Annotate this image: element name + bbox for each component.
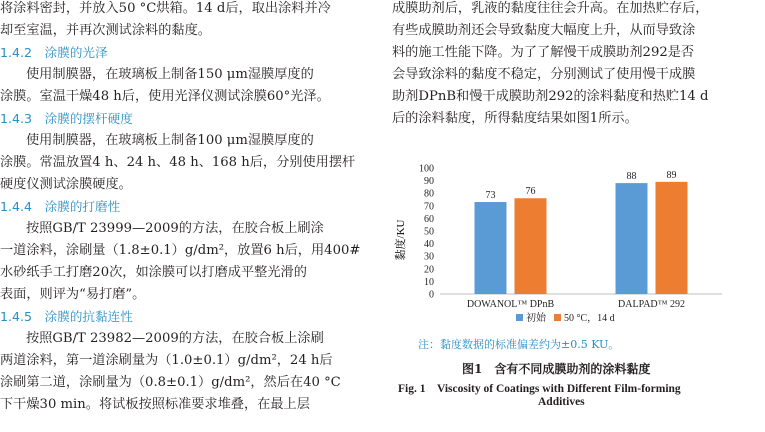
bar-value-label: 76: [525, 186, 536, 198]
text-line: 将涂料密封，并放入50 °C烘箱。14 d后，取出涂料并冷: [0, 1, 331, 16]
figure-caption-cn: 图1 含有不同成膜助剂的涂料黏度: [462, 362, 651, 376]
bar: [616, 183, 648, 294]
bar: [515, 198, 547, 294]
text-line: 会导致涂料的黏度不稳定，分别测试了使用慢干成膜: [392, 67, 696, 82]
text-line: 有些成膜助剂还会导致黏度大幅度上升，从而导致涂: [392, 23, 696, 38]
y-tick-label: 70: [424, 201, 434, 213]
section-heading-1-4-5: 1.4.5 涂膜的抗黏连性: [0, 309, 133, 324]
section-heading-1-4-2: 1.4.2 涂膜的光泽: [0, 45, 108, 60]
x-axis-labels: [467, 299, 685, 310]
text-line: 两道涂料，第一道涂刷量为（1.0±0.1）g/dm²，24 h后: [0, 353, 333, 368]
bar-value-label: 73: [485, 190, 496, 202]
text-line: 涂膜。室温干燥48 h后，使用光泽仪测试涂膜60°光泽。: [0, 89, 330, 104]
text-line: 使用制膜器，在玻璃板上制备150 μm湿膜厚度的: [26, 67, 314, 82]
y-axis-label: 黏度/KU: [395, 219, 407, 261]
section-heading-1-4-3: 1.4.3 涂膜的摆杆硬度: [0, 111, 133, 126]
y-tick-label: 30: [424, 251, 434, 263]
legend-label: 50 °C，14 d: [564, 313, 615, 324]
legend-label: 初始: [526, 313, 546, 324]
text-line: 水砂纸手工打磨20次，如涂膜可以打磨成平整光滑的: [0, 265, 307, 280]
text-line: 料的施工性能下降。为了了解慢干成膜助剂292是否: [392, 45, 695, 60]
y-tick-label: 40: [424, 239, 434, 251]
y-tick-label: 80: [424, 188, 434, 200]
legend-swatch: [554, 314, 561, 321]
y-tick-label: 100: [419, 163, 434, 175]
text-line: 涂膜。常温放置4 h、24 h、48 h、168 h后，分别使用摆杆: [0, 155, 356, 170]
y-tick-label: 60: [424, 213, 434, 225]
section-heading-1-4-4: 1.4.4 涂膜的打磨性: [0, 199, 121, 214]
y-tick-label: 20: [424, 264, 434, 276]
y-tick-label: 0: [429, 289, 434, 301]
text-line: 涂刷第二道，涂刷量为（0.8±0.1）g/dm²，然后在40 °C: [0, 375, 341, 390]
figure-note: 注：黏度数据的标准偏差约为±0.5 KU。: [418, 338, 620, 351]
viscosity-bar-chart: [392, 158, 765, 330]
text-line: 助剂DPnB和慢干成膜助剂292的涂料黏度和热贮14 d: [392, 89, 709, 104]
text-line: 一道涂料，涂刷量（1.8±0.1）g/dm²，放置6 h后，用400#: [0, 243, 361, 258]
legend-swatch: [516, 314, 523, 321]
bar: [656, 182, 688, 294]
figure-caption-en-cont: Additives: [538, 396, 585, 408]
y-tick-label: 50: [424, 226, 434, 238]
text-line: 按照GB/T 23999—2009的方法，在胶合板上刷涂: [26, 221, 324, 236]
x-category-label: DOWANOL™ DPnB: [466, 299, 555, 310]
figure-1: [392, 158, 765, 432]
legend: [516, 311, 615, 324]
text-line: 表面，则评为“易打磨”。: [0, 287, 146, 302]
bar-value-label: 88: [626, 171, 637, 183]
bar-value-label: 89: [666, 169, 677, 181]
x-category-label: DALPAD™ 292: [618, 299, 685, 310]
figure-caption-en: Fig. 1 Viscosity of Coatings with Different Film-forming: [398, 383, 681, 395]
text-line: 成膜助剂后，乳液的黏度往往会升高。在加热贮存后，: [392, 1, 709, 16]
text-line: 按照GB/T 23982—2009的方法，在胶合板上涂刷: [26, 331, 324, 346]
y-tick-label: 10: [424, 276, 434, 288]
bars: [475, 170, 688, 294]
text-line: 使用制膜器，在玻璃板上制备100 μm湿膜厚度的: [26, 133, 314, 148]
bar: [475, 202, 507, 294]
y-tick-label: 90: [424, 176, 434, 188]
y-axis-ticks: [419, 164, 434, 301]
text-line: 后的涂料黏度，所得黏度结果如图1所示。: [392, 111, 638, 126]
text-line: 硬度仪测试涂膜硬度。: [0, 177, 132, 192]
text-line: 下干燥30 min。将试板按照标准要求堆叠，在最上层: [0, 397, 310, 412]
text-line: 却至室温，并再次测试涂料的黏度。: [0, 23, 211, 38]
